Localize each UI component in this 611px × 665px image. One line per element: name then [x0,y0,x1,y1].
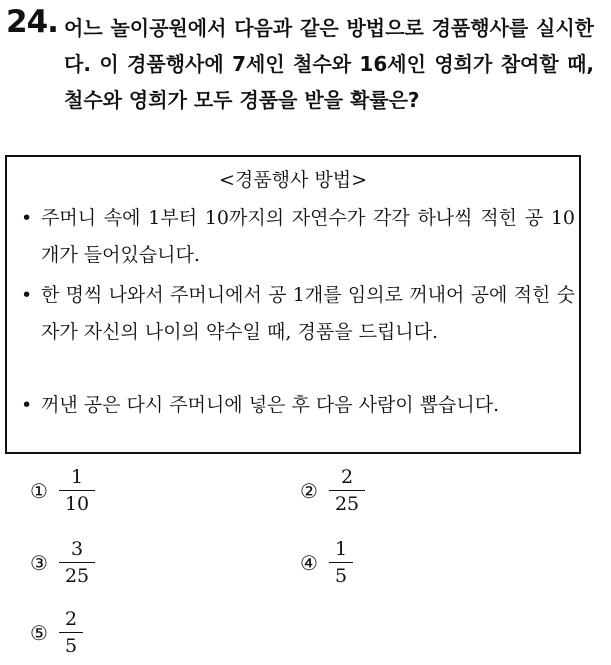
rule-item-1 [21,200,575,274]
choice-mark: ② [300,478,318,503]
choice-3[interactable] [30,538,92,587]
choice-fraction [332,538,350,587]
choice-fraction [332,466,362,515]
choice-2[interactable] [300,466,362,515]
choice-fraction [62,538,92,587]
denominator: 5 [64,635,78,657]
bullet-icon: • [21,394,33,416]
bullet-icon: • [21,284,33,306]
numerator: 1 [70,466,84,488]
question-number: 24. [6,4,58,40]
bullet-icon: • [21,207,33,229]
numerator: 2 [340,466,354,488]
denominator: 25 [64,565,90,587]
denominator: 5 [334,565,348,587]
denominator: 10 [64,493,90,515]
rule-item-2 [21,277,575,351]
box-title: <경품행사 방법> [218,169,367,191]
rule-text: 한 명씩 나와서 주머니에서 공 1개를 임의로 꺼내어 공에 적힌 숫자가 자신의 나이의 약수일 때, 경품을 드립니다. [41,284,575,343]
question-text: 어느 놀이공원에서 다음과 같은 방법으로 경품행사를 실시한다. 이 경품행사에 7세인 철수와 16세인 영희가 참여할 때, 철수와 영희가 모두 경품을 받을 확률은? [64,16,594,112]
rule-text: 주머니 속에 1부터 10까지의 자연수가 각각 하나씩 적힌 공 10개가 들어있습니다. [41,207,575,266]
numerator: 1 [334,538,348,560]
numerator: 2 [64,608,78,630]
rule-item-3 [21,387,575,424]
choice-mark: ③ [30,550,48,575]
choice-1[interactable] [30,466,92,515]
choice-5[interactable] [30,608,80,657]
rule-text: 꺼낸 공은 다시 주머니에 넣은 후 다음 사람이 뽑습니다. [41,394,500,416]
event-rules-box [5,155,581,454]
choice-fraction [62,608,80,657]
choice-mark: ① [30,478,48,503]
choice-mark: ⑤ [30,620,48,645]
choice-4[interactable] [300,538,350,587]
numerator: 3 [70,538,84,560]
choice-mark: ④ [300,550,318,575]
denominator: 25 [334,493,360,515]
choice-fraction [62,466,92,515]
